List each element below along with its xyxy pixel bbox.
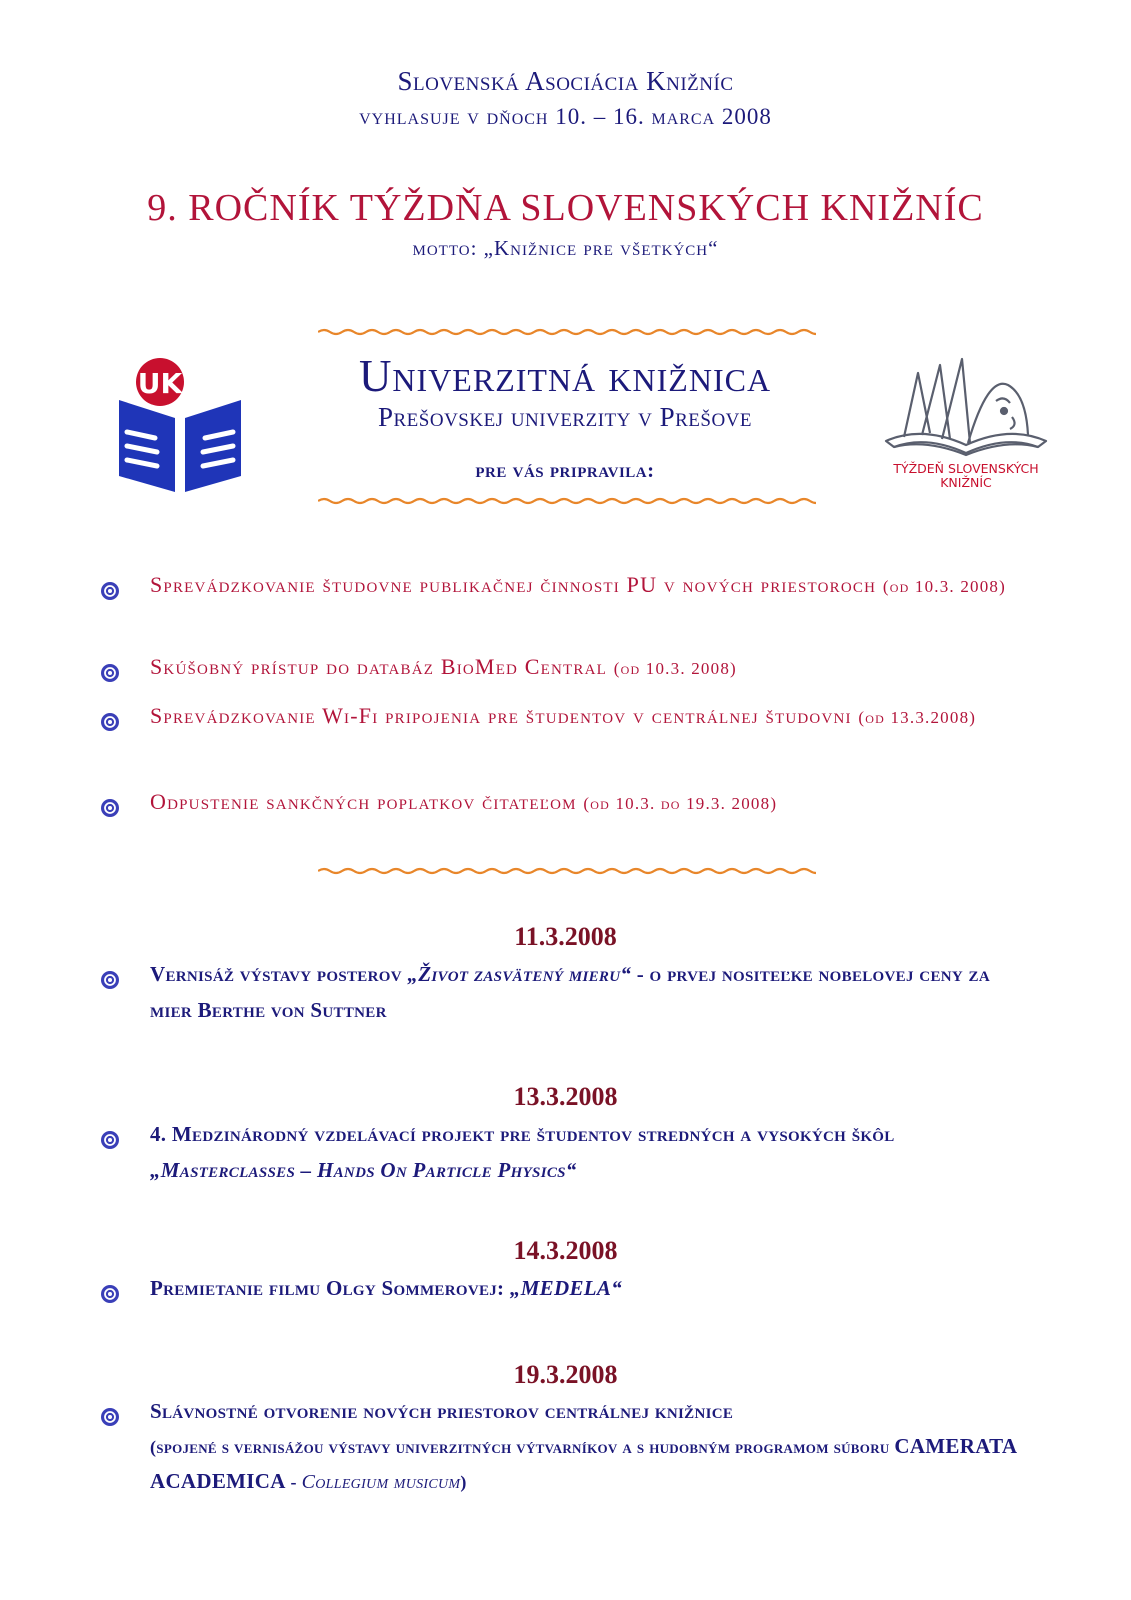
event-detail-line (150, 1429, 1030, 1499)
main-title: 9. ROČNÍK TÝŽDŇA SLOVENSKÝCH KNIŽNÍC (147, 187, 984, 229)
at-bullet-icon (100, 712, 120, 732)
event-item (150, 1270, 1030, 1306)
at-bullet-icon (100, 970, 120, 990)
event-lead: 4. Medzinárodný vzdelávací projekt pre študentov stredných a vysokých škôl (150, 1122, 895, 1146)
service-text: Odpustenie sankčných poplatkov čitateľom (150, 789, 577, 814)
service-date: (od 13.3.2008) (858, 708, 977, 727)
event-item (150, 1116, 980, 1188)
service-text: Skúšobný prístup do databáz BioMed Central (150, 654, 608, 679)
at-bullet-icon (100, 798, 120, 818)
event-date: 14.3.2008 (513, 1236, 618, 1265)
service-item (150, 783, 1030, 823)
service-item (150, 566, 1030, 606)
decorative-wave-divider (318, 866, 816, 876)
service-text: Sprevádzkovanie Wi-Fi pripojenia pre študentov v centrálnej študovni (150, 703, 852, 728)
service-date: (od 10.3. do 19.3. 2008) (583, 794, 778, 813)
decorative-wave-divider (318, 496, 816, 506)
event-lead: Slávnostné otvorenie nových priestorov centrálnej knižnice (150, 1399, 734, 1423)
motto: motto: „Knižnice pre všetkých“ (412, 236, 719, 260)
at-bullet-icon (100, 1407, 120, 1427)
organization-name: Slovenská Asociácia Knižníc (397, 66, 734, 96)
library-week-logo-line2: KNIŽNÍC (940, 475, 992, 490)
event-lead: Vernisáž výstavy posterov (150, 962, 408, 986)
event-item (150, 956, 990, 1028)
service-text: Sprevádzkovanie študovne publikačnej činnosti PU v nových priestoroch (150, 572, 877, 597)
ensemble-subtitle: Collegium musicum (301, 1471, 461, 1493)
event-title: „Život zasvätený mieru“ (407, 962, 632, 986)
service-item (150, 648, 1030, 688)
event-date: 11.3.2008 (514, 922, 617, 951)
event-date: 19.3.2008 (513, 1360, 618, 1389)
service-date: (od 10.3. 2008) (613, 659, 737, 678)
event-detail: - o prvej nositeľke nobelovej ceny za mier Berthe von Suttner (150, 962, 990, 1022)
service-date: (od 10.3. 2008) (882, 577, 1006, 596)
library-week-book-logo-icon (878, 355, 1054, 497)
event-title: „Masterclasses – Hands On Particle Physics“ (150, 1158, 577, 1182)
event-detail: (spojené s vernisážou výstavy univerzitných výtvarníkov a s hudobným programom súboru (150, 1437, 895, 1457)
at-bullet-icon (100, 1130, 120, 1150)
event-title: „MEDELA“ (509, 1276, 622, 1300)
closing-paren: ) (460, 1472, 467, 1492)
decorative-wave-divider (318, 327, 816, 337)
event-date: 13.3.2008 (513, 1082, 618, 1111)
prepared-for-you: pre vás pripravila: (475, 458, 655, 482)
service-item (150, 697, 1030, 737)
event-item (150, 1393, 1030, 1499)
logo-lettering: UK (137, 367, 183, 400)
ensemble-name: CAMERATA ACADEMICA (150, 1434, 1017, 1493)
dash-separator: - (285, 1472, 302, 1492)
university-library-logo-icon (115, 352, 245, 498)
at-bullet-icon (100, 663, 120, 683)
at-bullet-icon (100, 581, 120, 601)
at-bullet-icon (100, 1284, 120, 1304)
event-lead: Premietanie filmu Olgy Sommerovej: (150, 1276, 510, 1300)
announcement-line: vyhlasuje v dňoch 10. – 16. marca 2008 (359, 104, 772, 129)
library-name: Univerzitná knižnica (358, 351, 772, 401)
library-subtitle: Prešovskej univerzity v Prešove (377, 402, 752, 432)
library-week-logo-line1: TÝŽDEŇ SLOVENSKÝCH (893, 461, 1039, 476)
